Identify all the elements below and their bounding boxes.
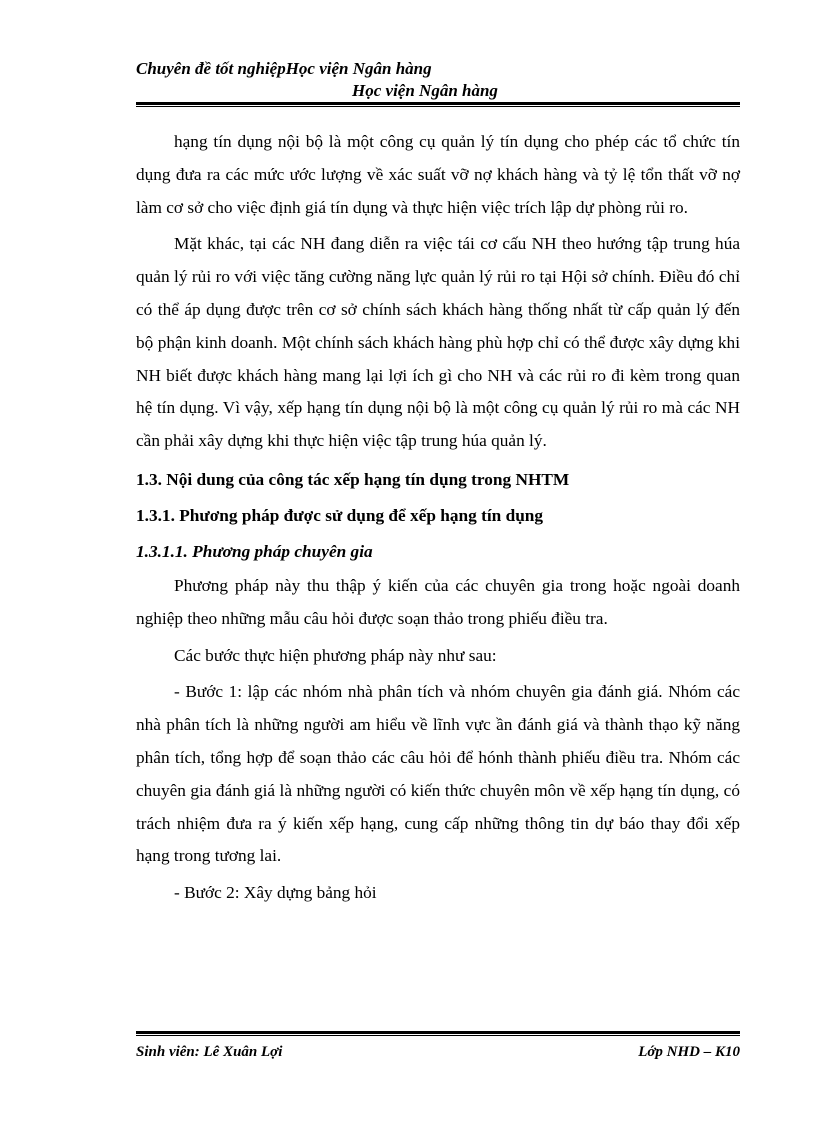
paragraph-6: - Bước 2: Xây dựng bảng hỏi [174,883,377,903]
footer-student: Sinh viên: Lê Xuân Lợi [136,1044,283,1060]
heading-1-3-1: 1.3.1. Phương pháp được sử dụng để xếp hạng tín dụng [136,505,544,525]
paragraph-4: Các bước thực hiện phương pháp này như sau: [174,645,497,665]
paragraph-1: hạng tín dụng nội bộ là một công cụ quản lý tín dụng cho phép các tổ chức tín dụng đưa ra các mức ước lượng về xác suất vỡ nợ khách hàng và tỷ lệ tổn thất vỡ nợ làm cơ sở cho việc định giá tín dụng và thực hiện việc trích lập dự phòng rủi ro. [136,132,740,217]
footer-rule [136,1031,740,1036]
page-footer [136,1044,740,1061]
header-subtitle: Học viện Ngân hàng [352,81,498,100]
page-header [136,58,740,102]
footer-class: Lớp NHD – K10 [638,1044,740,1060]
paragraph-5: - Bước 1: lập các nhóm nhà phân tích và nhóm chuyên gia đánh giá. Nhóm các nhà phân tích là những người am hiểu về lĩnh vực ần đánh giá và thành thạo kỹ năng phân tích, tổng hợp để soạn thảo các câu hỏi để hónh thành phiếu điều tra. Nhóm các chuyên gia đánh giá là những người có kiến thức chuyên môn về xếp hạng tín dụng, có trách nhiệm đưa ra ý kiến xếp hạng, cung cấp những thông tin dự báo thay đổi xếp hạng trong tương lai. [136,682,740,866]
header-rule [136,102,740,107]
paragraph-2: Mặt khác, tại các NH đang diễn ra việc tái cơ cấu NH theo hướng tập trung húa quản lý rủi ro với việc tăng cường năng lực quản lý rủi ro tại Hội sở chính. Điều đó chỉ có thể áp dụng được trên cơ sở chính sách khách hàng thống nhất từ cấp quản lý đến bộ phận kinh doanh. Một chính sách khách hàng phù hợp chỉ có thể được xây dựng khi NH biết được khách hàng mang lại lợi ích gì cho NH và các rủi ro đi kèm trong quan hệ tín dụng. Vì vậy, xếp hạng tín dụng nội bộ là một công cụ quản lý rủi ro mà các NH cần phải xây dựng khi thực hiện việc tập trung húa quản lý. [136,234,740,451]
heading-1-3-1-1: 1.3.1.1. Phương pháp chuyên gia [136,541,373,561]
paragraph-3: Phương pháp này thu thập ý kiến của các chuyên gia trong hoặc ngoài doanh nghiệp theo những mẫu câu hỏi được soạn thảo trong phiếu điều tra. [136,575,740,628]
heading-1-3: 1.3. Nội dung của công tác xếp hạng tín dụng trong NHTM [136,469,570,489]
page-body [136,126,740,910]
header-title: Chuyên đề tốt nghiệpHọc viện Ngân hàng [136,59,432,78]
